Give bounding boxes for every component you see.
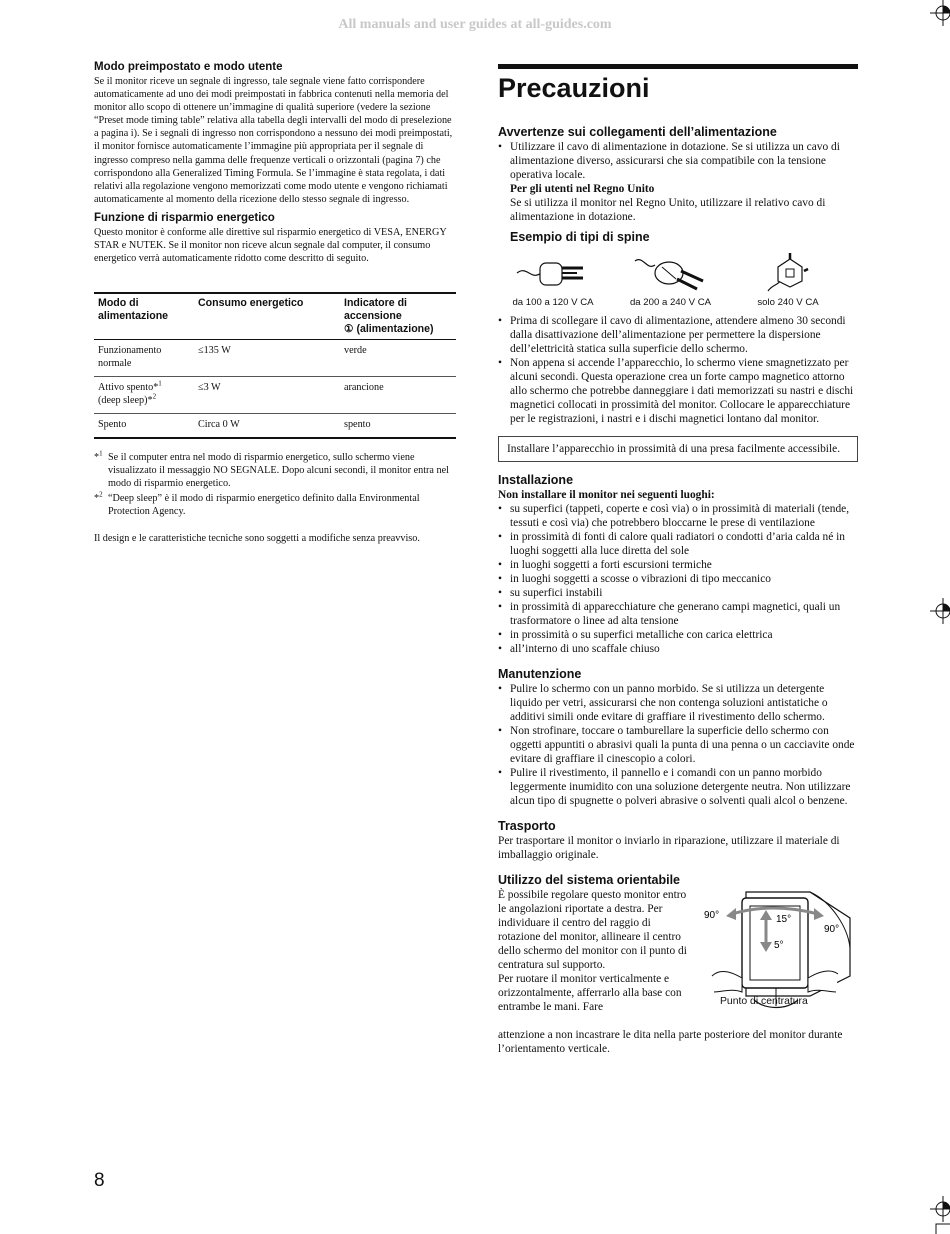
list-item: • Prima di scollegare il cavo di alimentazione, attendere almeno 30 secondi dalla disattivazione dell’alimentazione per permettere la dispersione dell’elettricità statica sulla superficie dello schermo. [498, 314, 858, 356]
list-item-text: Utilizzare il cavo di alimentazione in dotazione. Se si utilizza un cavo di alimentazione diverso, assicurarsi che sia compatibile con la tensione operativa locale. [510, 141, 840, 181]
footnote-2 [94, 492, 456, 518]
power-saving-heading: Funzione di risparmio energetico [94, 211, 275, 224]
table-cell: spento [340, 414, 456, 439]
table-header-mode: Modo di alimentazione [94, 293, 194, 340]
plug-caption: da 200 a 240 V CA [629, 297, 712, 308]
power-saving-body: Questo monitor è conforme alle direttive sul risparmio energetico di VESA, ENERGY STAR e NUTEK. Se il monitor non riceve alcun segnale dal computer, il consumo energetico verrà automaticamente ridotto come descritto di seguito. [94, 226, 447, 265]
right-column [498, 64, 858, 1056]
maintenance-heading: Manutenzione [498, 667, 582, 681]
title-rule [498, 64, 858, 69]
plug-types-figure [498, 251, 843, 308]
installation-lead: Non installare il monitor nei seguenti luoghi: [498, 489, 715, 501]
swivel-left-label: 90° [704, 910, 720, 921]
tilt-down-label: 5° [774, 940, 784, 951]
plug-uk-icon [748, 251, 828, 295]
footnote-num: 1 [99, 449, 103, 458]
list-item: • all’interno di uno scaffale chiuso [498, 642, 858, 656]
page-title: Precauzioni [498, 73, 650, 103]
table-header-indicator-power: ① (alimentazione) [344, 323, 434, 336]
table-cell: arancione [340, 377, 456, 414]
footnote-text: “Deep sleep” è il modo di risparmio energetico definito dalla Environmental Protection Agency. [108, 493, 420, 518]
table-row [94, 414, 456, 439]
table-row [94, 377, 456, 414]
list-item: • Non strofinare, toccare o tamburellare la superficie dello schermo con oggetti appuntiti o abrasivi quali la punta di una penna o un cacciavite onde evitare di graffiare il cinescopio a colori. [498, 724, 858, 766]
centering-point-caption: Punto di centratura [720, 996, 808, 1007]
footnote-num: 2 [99, 490, 103, 499]
plug-types-heading: Esempio di tipi di spine [510, 230, 650, 244]
tilt-swivel-text [498, 888, 694, 1014]
uk-users-heading: Per gli utenti nel Regno Unito [510, 183, 655, 195]
table-header-row [94, 293, 456, 340]
registration-mark-icon [930, 598, 950, 624]
table-cell: ≤3 W [194, 377, 340, 414]
list-item: • su superfici instabili [498, 586, 858, 600]
design-disclaimer: Il design e le caratteristiche tecniche sono soggetti a modifiche senza preavviso. [94, 533, 420, 545]
maintenance-list [498, 682, 858, 808]
tilt-swivel-body-1: È possibile regolare questo monitor entro le angolazioni riportate a destra. Per individuare il centro del raggio di rotazione del monitor, allineare il centro dello schermo del monitor con il punto di centratura sul supporto. [498, 889, 687, 971]
list-item: • in luoghi soggetti a scosse o vibrazioni di tipo meccanico [498, 572, 858, 586]
swivel-right-label: 90° [824, 924, 840, 935]
table-header-indicator-label: Indicatore di accensione [344, 297, 407, 323]
page-number: 8 [94, 1170, 105, 1191]
table-cell: Spento [94, 414, 194, 439]
power-connection-list [498, 140, 858, 224]
list-item: • Pulire lo schermo con un panno morbido. Se si utilizza un detergente liquido per vetri, assicurarsi che non contenga soluzioni antistatiche o additivi simili onde evitare di graffiare il rivestimento dello schermo. [498, 682, 858, 724]
plug-item [733, 251, 843, 308]
table-row [94, 340, 456, 377]
list-item: • Pulire il rivestimento, il pannello e i comandi con un panno morbido leggermente inumidito con una soluzione detergente neutra. Non utilizzare alcun tipo di spugnette o polveri abrasive o solventi quali alcol o benzene. [498, 766, 858, 808]
transport-heading: Trasporto [498, 819, 556, 833]
tilt-swivel-body-2: Per ruotare il monitor verticalmente e orizzontalmente, afferrarlo alla base con entrambe le mani. Fare [498, 973, 682, 1013]
tilt-swivel-heading: Utilizzo del sistema orientabile [498, 873, 680, 887]
table-header-indicator [340, 293, 456, 340]
list-item: • in prossimità di apparecchiature che generano campi magnetici, quali un trasformatore o linee ad alta tensione [498, 600, 858, 628]
plug-us-icon [513, 251, 593, 295]
footnote-star: * [94, 452, 100, 464]
power-mode-table [94, 292, 456, 439]
plug-eu-icon [631, 251, 711, 295]
list-item: • su superfici (tappeti, coperte e così via) o in prossimità di materiali (tende, tessuti e così via) che potrebbero bloccarne le prese di ventilazione [498, 502, 858, 530]
footnote-ref-2: 2 [152, 392, 157, 401]
transport-body: Per trasportare il monitor o inviarlo in riparazione, utilizzare il materiale di imballaggio originale. [498, 835, 840, 861]
watermark: All manuals and user guides at all-guides.com [338, 17, 612, 32]
footnote-star: * [153, 382, 159, 394]
plug-caption: solo 240 V CA [757, 297, 819, 308]
uk-users-body: Se si utilizza il monitor nel Regno Unito, utilizzare il relativo cavo di alimentazione in dotazione. [510, 197, 826, 223]
table-cell: Funzionamento normale [94, 340, 194, 377]
power-connection-list-2 [498, 314, 858, 426]
registration-mark-icon [930, 1196, 950, 1234]
table-cell: Circa 0 W [194, 414, 340, 439]
footnote-text: Se il computer entra nel modo di risparmio energetico, sullo schermo viene visualizzato il messaggio NO SEGNALE. Dopo alcuni secondi, il monitor entra nel modo di risparmio energetico. [108, 452, 449, 490]
table-cell: verde [340, 340, 456, 377]
table-cell [94, 377, 194, 414]
footnote-star: * [147, 395, 153, 407]
footnote-1 [94, 451, 456, 490]
list-item: • Non appena si accende l’apparecchio, lo schermo viene smagnetizzato per alcuni secondi. Questa operazione crea un forte campo magnetico attorno allo schermo che potrebbe danneggiare i dati memorizzati su nastri e dischi magnetici collocati in prossimità del monitor. Collocare le apparecchiature per le registrazioni, i nastri e i dischi magnetici lontano dal monitor. [498, 356, 858, 426]
plug-item [616, 251, 726, 308]
list-item [498, 140, 858, 224]
table-cell: ≤135 W [194, 340, 340, 377]
outlet-notice-box: Installare l’apparecchio in prossimità di una presa facilmente accessibile. [498, 436, 858, 462]
footnote-marker [94, 451, 103, 464]
installation-list [498, 502, 858, 656]
list-item: • in luoghi soggetti a forti escursioni termiche [498, 558, 858, 572]
registration-mark-icon [930, 0, 950, 26]
preset-mode-body: Se il monitor riceve un segnale di ingresso, tale segnale viene fatto corrispondere automaticamente ad uno dei modi preimpostati in fabbrica contenuti nella memoria del monitor allo scopo di ottenere un’immagine di qualità superiore (vedere la sezione “Preset mode timing table” relativa alla tabella degli intervalli del modo di preselezione a pagina i). Se i segnali di ingresso non corrispondono a nessuno dei modi preimpostati, il monitor fornisce automaticamente l’immagine più appropriata per il segnale di ingresso compreso nella gamma delle frequenze verticali o orizzontali (pagina 7) che corrispondono alla Generalized Timing Formula. Se l’immagine è stata regolata, i dati relativi alla regolazione vengono memorizzati come modo utente e vengono richiamati automaticamente al momento della ricezione dello stesso segnale di ingresso. [94, 76, 453, 205]
tilt-swivel-section [498, 888, 858, 1058]
footnote-star: * [94, 493, 100, 505]
plug-item [498, 251, 608, 308]
table-header-consumption: Consumo energetico [194, 293, 340, 340]
table-cell-text: (deep sleep) [98, 395, 148, 407]
plug-caption: da 100 a 120 V CA [512, 297, 594, 308]
preset-mode-heading: Modo preimpostato e modo utente [94, 61, 283, 73]
power-connection-heading: Avvertenze sui collegamenti dell’alimentazione [498, 125, 777, 139]
list-item: • in prossimità di fonti di calore quali radiatori o condotti d’aria calda né in luoghi soggetti alla luce diretta del sole [498, 530, 858, 558]
list-item: • in prossimità o su superfici metalliche con carica elettrica [498, 628, 858, 642]
tilt-up-label: 15° [776, 914, 792, 925]
installation-heading: Installazione [498, 473, 574, 487]
table-cell-text: Attivo spento [98, 382, 154, 394]
footnote-marker [94, 492, 103, 505]
tilt-swivel-body-3: attenzione a non incastrare le dita nella parte posteriore del monitor durante l’orientamento verticale. [498, 1029, 843, 1055]
left-column [94, 60, 456, 545]
footnote-ref-1: 1 [158, 379, 162, 388]
